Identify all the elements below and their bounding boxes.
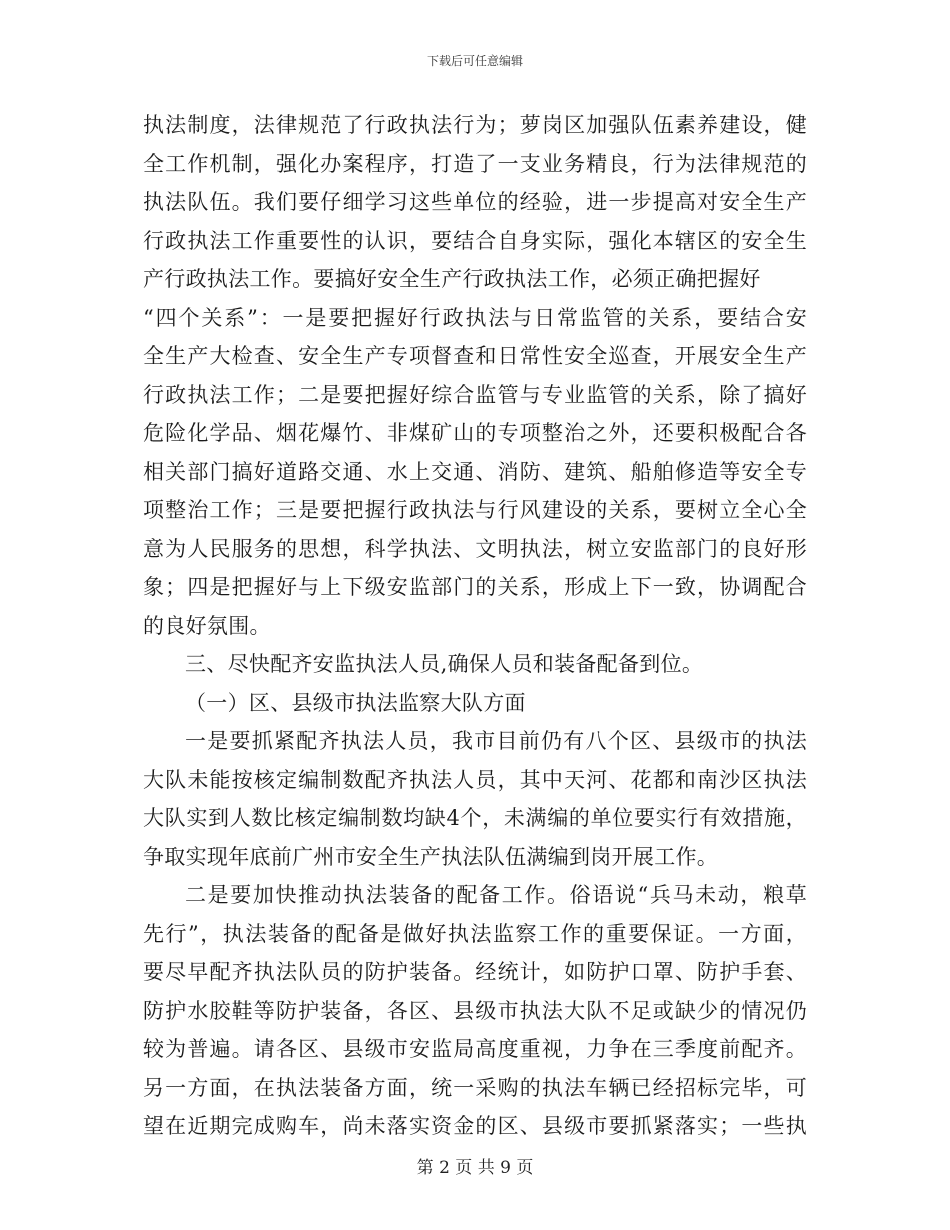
text-line: 的良好氛围。 <box>143 613 271 638</box>
text-line: 要尽早配齐执法队员的防护装备。经统计，如防护口罩、防护手套、 <box>143 960 807 984</box>
page-number: 第 2 页 共 9 页 <box>416 1158 534 1178</box>
text-line: 全工作机制，强化办案程序，打造了一支业务精良，行为法律规范的 <box>143 151 807 176</box>
text-line: 产行政执法工作。要搞好安全生产行政执法工作，必须正确把握好 <box>143 267 761 291</box>
text-line: 另一方面，在执法装备方面，统一采购的执法车辆已经招标完毕，可 <box>143 1075 807 1100</box>
document-body <box>143 106 807 1146</box>
text-line: （一）区、县级市执法监察大队方面 <box>185 690 526 715</box>
text-line: 三、尽快配齐安监执法人员,确保人员和装备配备到位。 <box>185 652 704 676</box>
text-line: 大队未能按核定编制数配齐执法人员，其中天河、花都和南沙区执法 <box>143 767 807 792</box>
text-line: 防护水胶鞋等防护装备，各区、县级市执法大队不足或缺少的情况仍 <box>143 998 807 1023</box>
text-line: 争取实现年底前广州市安全生产执法队伍满编到岗开展工作。 <box>143 844 719 869</box>
text-line: 较为普遍。请各区、县级市安监局高度重视，力争在三季度前配齐。 <box>143 1037 807 1061</box>
text-line: 行政执法工作；二是要把握好综合监管与专业监管的关系，除了搞好 <box>143 382 807 407</box>
text-line: 相关部门搞好道路交通、水上交通、消防、建筑、船舶修造等安全专 <box>143 459 807 484</box>
header-note: 下载后可任意编辑 <box>426 54 523 68</box>
text-line: 望在近期完成购车，尚未落实资金的区、县级市要抓紧落实；一些执 <box>143 1114 807 1138</box>
text-line: 项整治工作；三是要把握行政执法与行风建设的关系，要树立全心全 <box>143 498 807 522</box>
text-line: 执法队伍。我们要仔细学习这些单位的经验，进一步提高对安全生产 <box>143 190 807 214</box>
text-line: 大队实到人数比核定编制数均缺4个，未满编的单位要实行有效措施， <box>143 806 807 830</box>
text-line: 二是要加快推动执法装备的配备工作。俗语说“兵马未动，粮草 <box>185 883 807 907</box>
text-line: 一是要抓紧配齐执法人员，我市目前仍有八个区、县级市的执法 <box>185 729 807 753</box>
text-line: 危险化学品、烟花爆竹、非煤矿山的专项整治之外，还要积极配合各 <box>143 421 807 445</box>
text-line: 全生产大检查、安全生产专项督查和日常性安全巡查，开展安全生产 <box>143 344 807 368</box>
text-line: “四个关系”：一是要把握好行政执法与日常监管的关系，要结合安 <box>143 305 807 330</box>
text-line: 先行”，执法装备的配备是做好执法监察工作的重要保证。一方面， <box>143 921 807 946</box>
text-line: 行政执法工作重要性的认识，要结合自身实际，强化本辖区的安全生 <box>143 228 807 253</box>
text-line: 执法制度，法律规范了行政执法行为；萝岗区加强队伍素养建设，健 <box>143 113 807 137</box>
text-line: 象；四是把握好与上下级安监部门的关系，形成上下一致，协调配合 <box>143 575 807 599</box>
text-line: 意为人民服务的思想，科学执法、文明执法，树立安监部门的良好形 <box>143 536 807 561</box>
